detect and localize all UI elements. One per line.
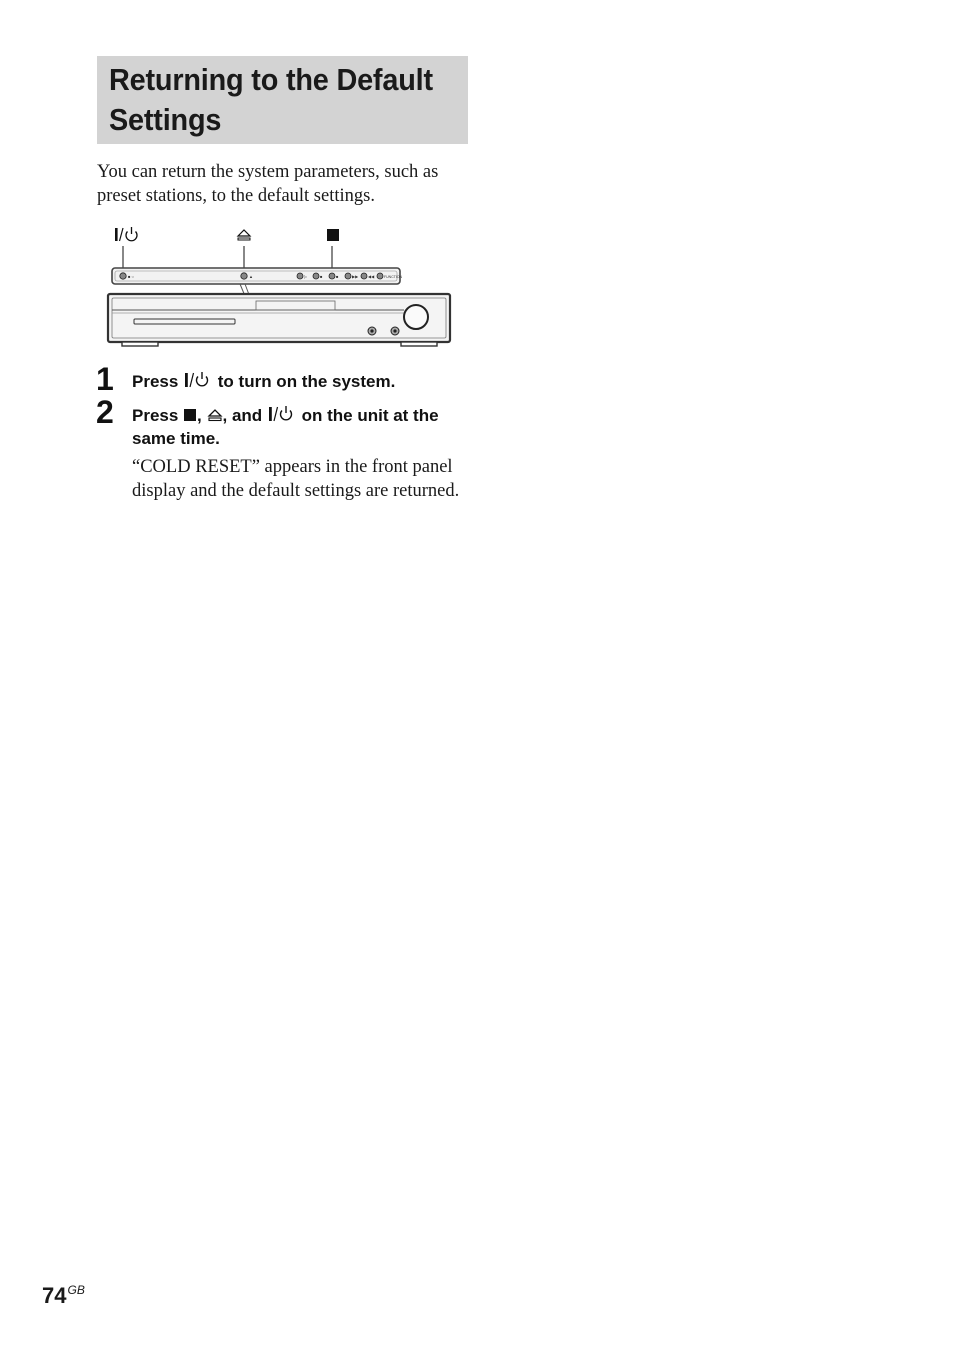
page-number <box>42 1283 85 1309</box>
section-heading <box>97 56 468 144</box>
eject-icon <box>238 230 250 240</box>
intro-paragraph <box>97 160 469 208</box>
svg-text:■ ○: ■ ○ <box>128 274 134 279</box>
intro-line-2: preset stations, to the default settings. <box>97 186 375 206</box>
unit-front-panel-diagram <box>104 222 454 355</box>
svg-text:■: ■ <box>320 274 323 279</box>
result-line-2: display and the default settings are returned. <box>132 481 460 501</box>
page-number-suffix: GB <box>67 1283 85 1297</box>
step-2-instruction: Press , , and on the unit at the <box>132 406 439 425</box>
svg-text:◀◀: ◀◀ <box>368 274 375 279</box>
power-icon <box>183 372 213 389</box>
svg-text:▷: ▷ <box>304 274 308 279</box>
svg-text:■: ■ <box>336 274 339 279</box>
step-1-instruction: Press to turn on the system. <box>132 372 396 391</box>
intro-line-1: You can return the system parameters, such as <box>97 162 439 182</box>
svg-text:▶▶: ▶▶ <box>352 274 359 279</box>
eject-icon <box>207 408 223 423</box>
power-icon <box>267 406 297 423</box>
power-icon <box>115 227 137 241</box>
stop-icon <box>183 408 197 423</box>
step-2-instruction-line-2: same time. <box>132 429 220 448</box>
heading-line-2: Settings <box>109 102 222 137</box>
svg-text:▲: ▲ <box>249 274 253 279</box>
step-2-number: 2 <box>96 394 114 430</box>
svg-text:FUNCTION: FUNCTION <box>384 275 403 279</box>
step-2-result <box>132 455 477 503</box>
step-1-number: 1 <box>96 361 114 397</box>
page-number-value: 74 <box>42 1283 67 1308</box>
unit-illustration <box>104 222 454 350</box>
result-line-1: “COLD RESET” appears in the front panel <box>132 457 453 477</box>
heading-line-1: Returning to the Default <box>109 62 433 97</box>
stop-icon <box>327 229 339 241</box>
